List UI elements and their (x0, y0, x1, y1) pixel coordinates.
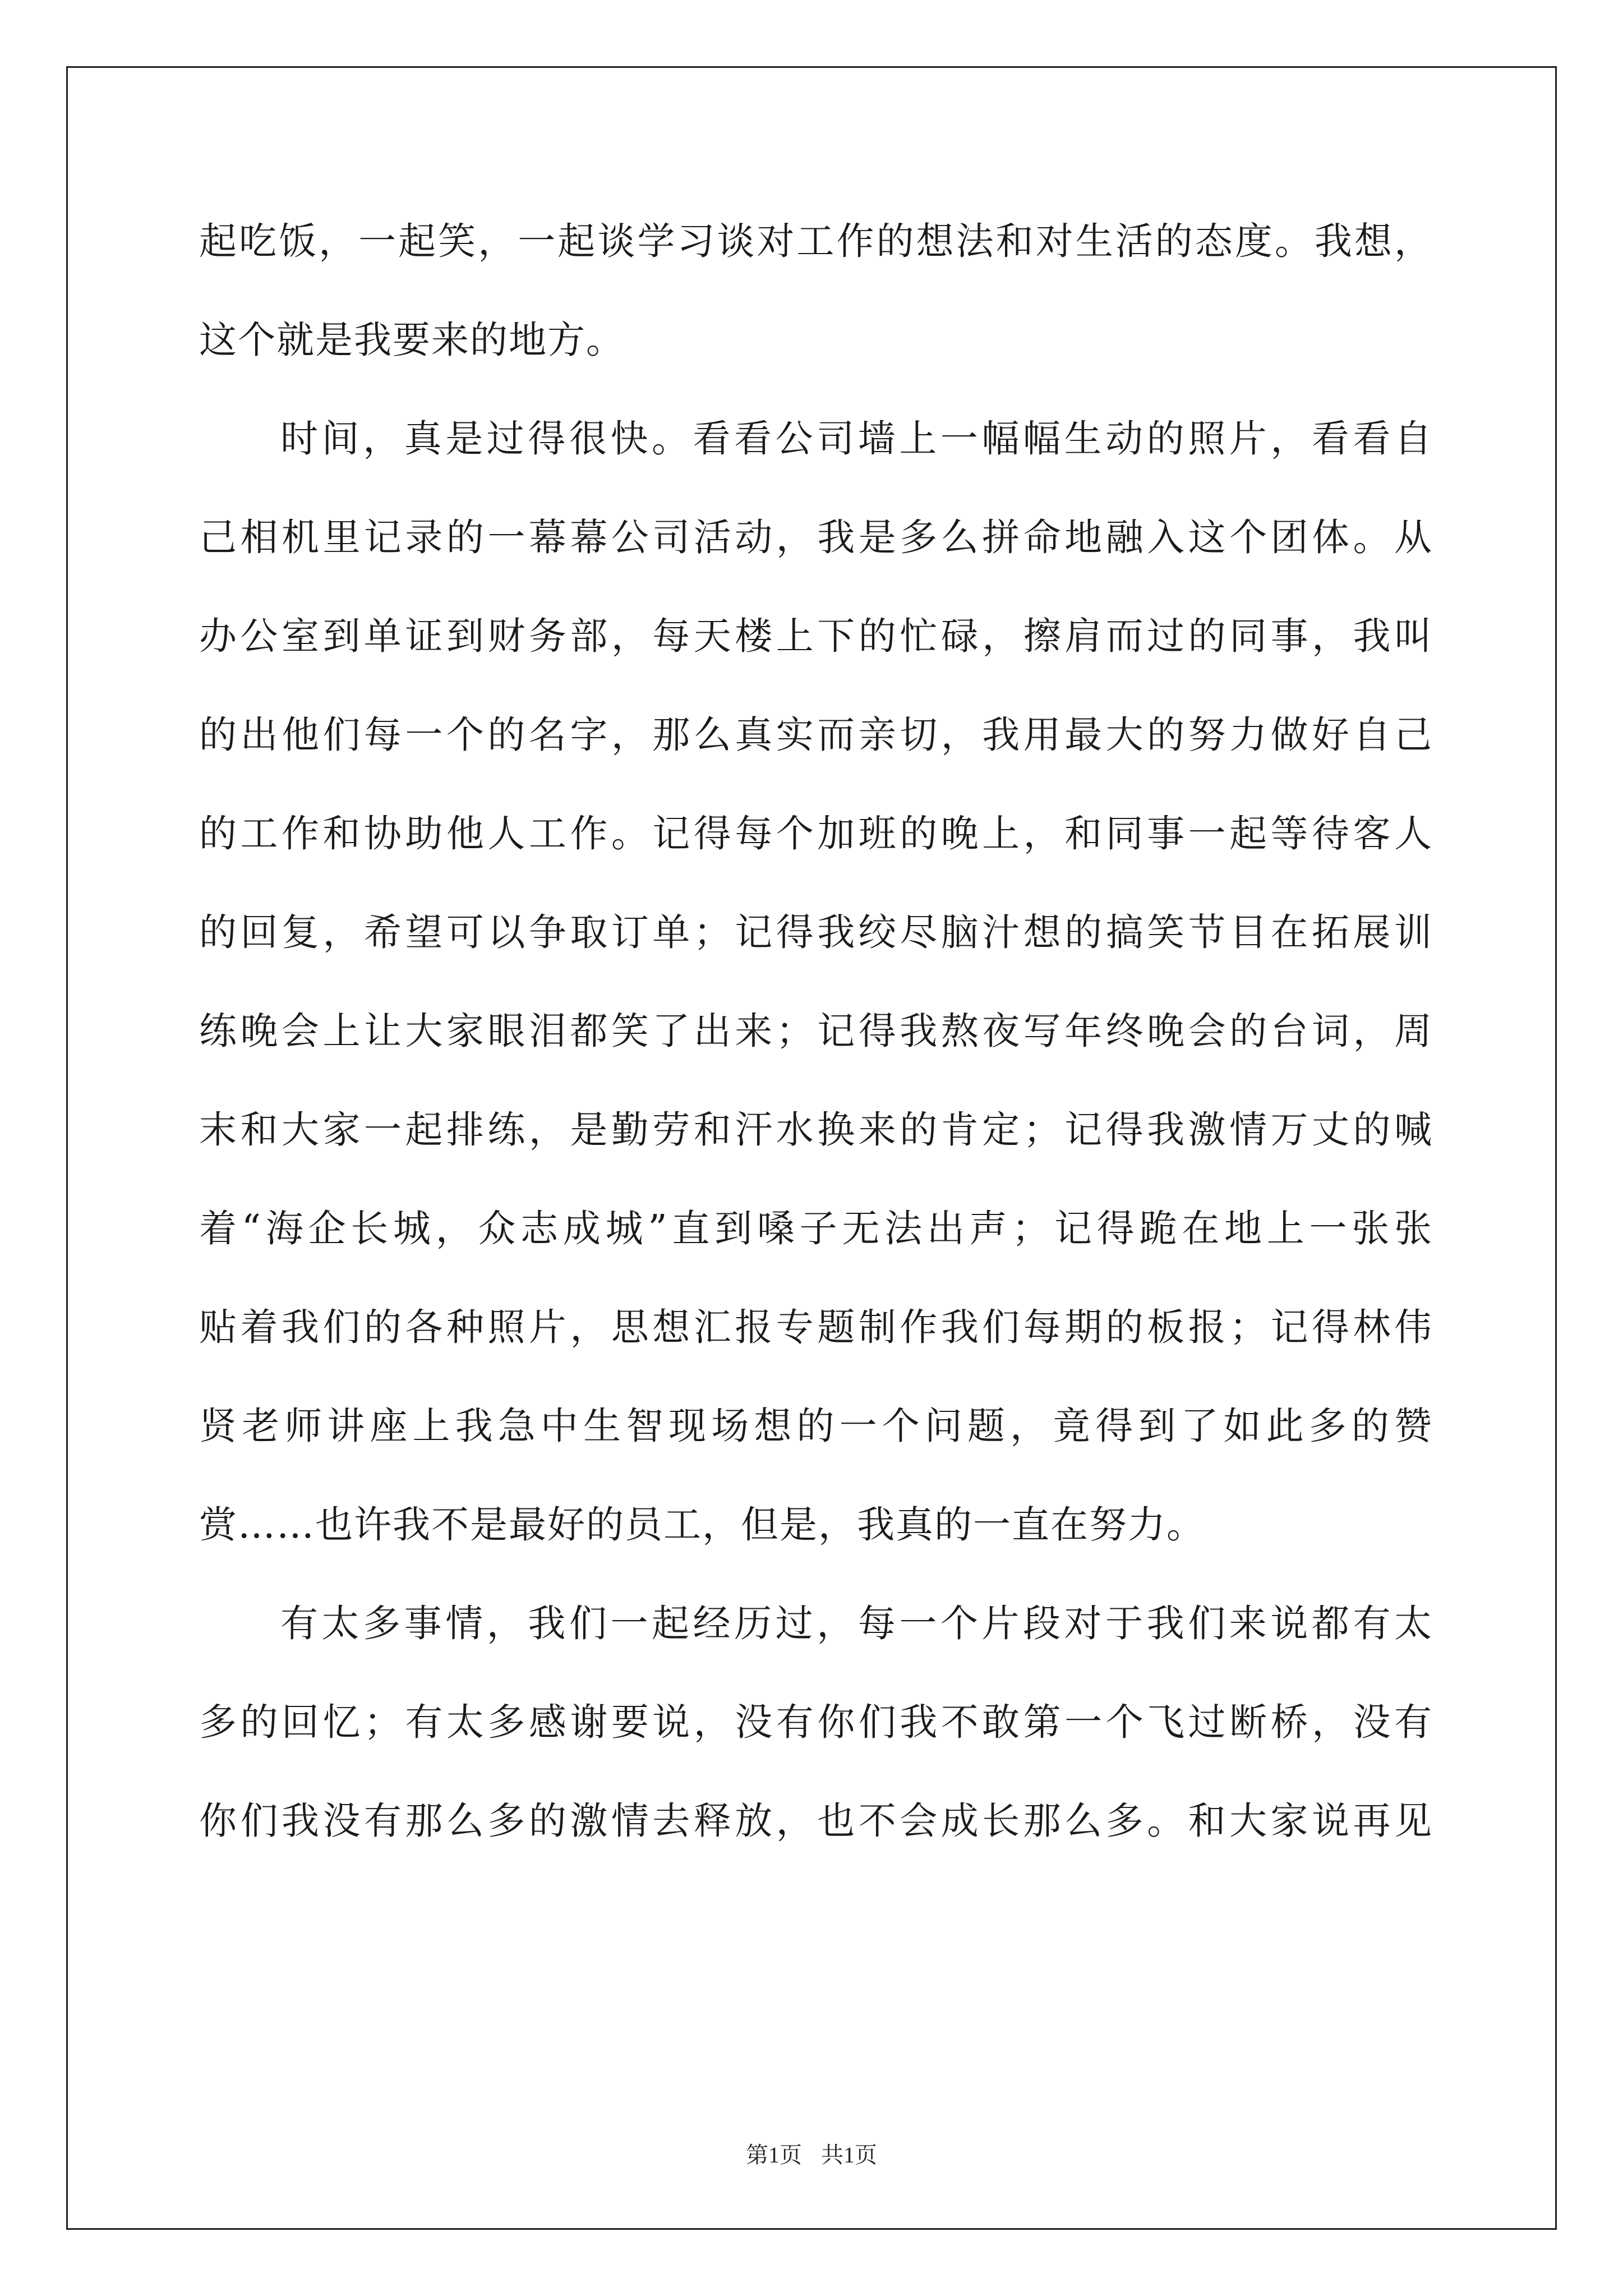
text-line: 多的回忆；有太多感谢要说，没有你们我不敢第一个飞过断桥，没有 (199, 1700, 1433, 1744)
text-line: 赏……也许我不是最好的员工，但是，我真的一直在努力。 (199, 1503, 1205, 1547)
text-line: 起吃饭，一起笑，一起谈学习谈对工作的想法和对生活的态度。我想， (199, 219, 1433, 263)
text-line: 贴着我们的各种照片，思想汇报专题制作我们每期的板报；记得林伟 (199, 1305, 1433, 1349)
text-line: 你们我没有那么多的激情去释放，也不会成长那么多。和大家说再见 (199, 1799, 1433, 1843)
text-line: 的出他们每一个的名字，那么真实而亲切，我用最大的努力做好自己 (199, 713, 1433, 757)
text-line: 的回复，希望可以争取订单；记得我绞尽脑汁想的搞笑节目在拓展训 (199, 910, 1433, 954)
text-line: 末和大家一起排练，是勤劳和汗水换来的肯定；记得我激情万丈的喊 (199, 1108, 1433, 1152)
page-footer (0, 2137, 1623, 2169)
total-pages: 共1页 (821, 2142, 877, 2168)
paragraph-start-line: 有太多事情，我们一起经历过，每一个片段对于我们来说都有太 (280, 1602, 1433, 1645)
paragraph-start-line: 时间，真是过得很快。看看公司墙上一幅幅生动的照片，看看自 (280, 417, 1433, 461)
document-body (199, 210, 1433, 1888)
text-line: 练晚会上让大家眼泪都笑了出来；记得我熬夜写年终晚会的台词，周 (199, 1009, 1433, 1053)
page-number: 第1页 (746, 2142, 802, 2168)
text-line: 贤老师讲座上我急中生智现场想的一个问题，竟得到了如此多的赞 (199, 1404, 1433, 1448)
text-line: 着“海企长城，众志成城”直到嗓子无法出声；记得跪在地上一张张 (199, 1207, 1433, 1250)
text-line: 办公室到单证到财务部，每天楼上下的忙碌，擦肩而过的同事，我叫 (199, 614, 1433, 658)
text-line: 这个就是我要来的地方。 (199, 318, 625, 362)
text-line: 的工作和协助他人工作。记得每个加班的晚上，和同事一起等待客人 (199, 812, 1433, 855)
text-line: 己相机里记录的一幕幕公司活动，我是多么拼命地融入这个团体。从 (199, 516, 1433, 559)
